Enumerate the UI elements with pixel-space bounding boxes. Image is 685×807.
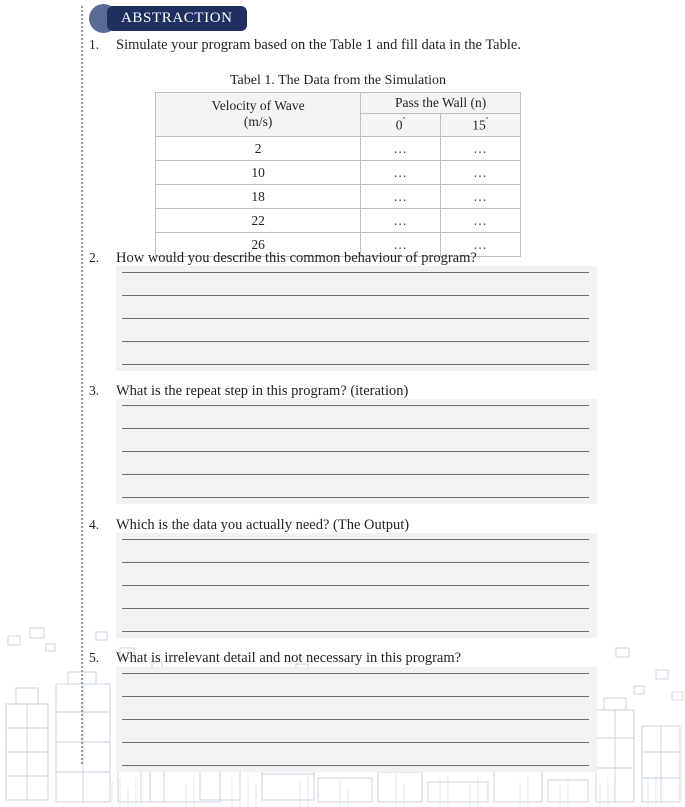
cell-velocity: 2: [156, 136, 361, 160]
header-velocity-label: Velocity of Wave: [211, 98, 305, 114]
answer-area-5[interactable]: [116, 667, 597, 772]
answer-rule: [122, 742, 589, 743]
header-angle-0-value: 0: [395, 117, 403, 133]
degree-icon-15: ˚: [485, 116, 489, 126]
header-velocity-unit: (m/s): [243, 114, 273, 130]
answer-area-4[interactable]: [116, 533, 597, 638]
question-number-1: 1.: [89, 37, 100, 52]
section-title: ABSTRACTION: [121, 10, 233, 26]
question-number-4: 4.: [89, 517, 100, 532]
cell-angle-0[interactable]: …: [361, 184, 441, 208]
question-text-5: What is irrelevant detail and not necessary in this program?: [116, 650, 462, 666]
question-number-2: 2.: [89, 250, 100, 265]
cell-velocity: 22: [156, 208, 361, 232]
question-number-3: 3.: [89, 383, 100, 398]
table-row: [156, 208, 521, 232]
answer-rule: [122, 585, 589, 586]
question-text-3: What is the repeat step in this program? (iteration): [116, 383, 409, 399]
question-text-2: How would you describe this common behaviour of program?: [116, 250, 477, 266]
answer-rule: [122, 474, 589, 475]
answer-rule: [122, 696, 589, 697]
answer-rule: [122, 719, 589, 720]
answer-rule: [122, 428, 589, 429]
cell-angle-15[interactable]: …: [441, 136, 521, 160]
table-row: [156, 160, 521, 184]
simulation-data-table: [155, 92, 521, 257]
answer-rule: [122, 405, 589, 406]
cell-angle-0[interactable]: …: [361, 232, 441, 256]
answer-rule: [122, 451, 589, 452]
cell-angle-15[interactable]: …: [441, 160, 521, 184]
answer-rule: [122, 673, 589, 674]
answer-rule: [122, 562, 589, 563]
question-text-4: Which is the data you actually need? (The Output): [116, 517, 410, 533]
header-angle-15: [441, 114, 521, 137]
degree-icon-0: ˚: [402, 116, 406, 126]
answer-area-3[interactable]: [116, 399, 597, 504]
table-caption: Tabel 1. The Data from the Simulation: [229, 73, 447, 88]
answer-rule: [122, 631, 589, 632]
header-angle-0: [361, 114, 441, 137]
cell-angle-0[interactable]: …: [361, 208, 441, 232]
table-header-row-group: [156, 93, 521, 114]
cell-angle-0[interactable]: …: [361, 160, 441, 184]
table-row: [156, 184, 521, 208]
cell-angle-15[interactable]: …: [441, 232, 521, 256]
answer-rule: [122, 608, 589, 609]
answer-rule: [122, 272, 589, 273]
badge-plate: [107, 6, 247, 31]
simulation-table-block: [155, 73, 521, 257]
cell-velocity: 26: [156, 232, 361, 256]
answer-rule: [122, 497, 589, 498]
answer-rule: [122, 364, 589, 365]
question-text-1: Simulate your program based on the Table 1 and fill data in the Table.: [116, 37, 521, 53]
cell-angle-15[interactable]: …: [441, 184, 521, 208]
header-pass-the-wall: Pass the Wall (n): [361, 93, 521, 114]
answer-rule: [122, 318, 589, 319]
cell-velocity: 18: [156, 184, 361, 208]
answer-rule: [122, 765, 589, 766]
answer-rule: [122, 341, 589, 342]
table-row: [156, 136, 521, 160]
cell-angle-0[interactable]: …: [361, 136, 441, 160]
answer-rule: [122, 295, 589, 296]
answer-rule: [122, 539, 589, 540]
answer-area-2[interactable]: [116, 266, 597, 371]
header-angle-15-value: 15: [472, 117, 486, 133]
cell-velocity: 10: [156, 160, 361, 184]
cell-angle-15[interactable]: …: [441, 208, 521, 232]
question-number-5: 5.: [89, 650, 100, 665]
header-velocity: [156, 93, 361, 137]
